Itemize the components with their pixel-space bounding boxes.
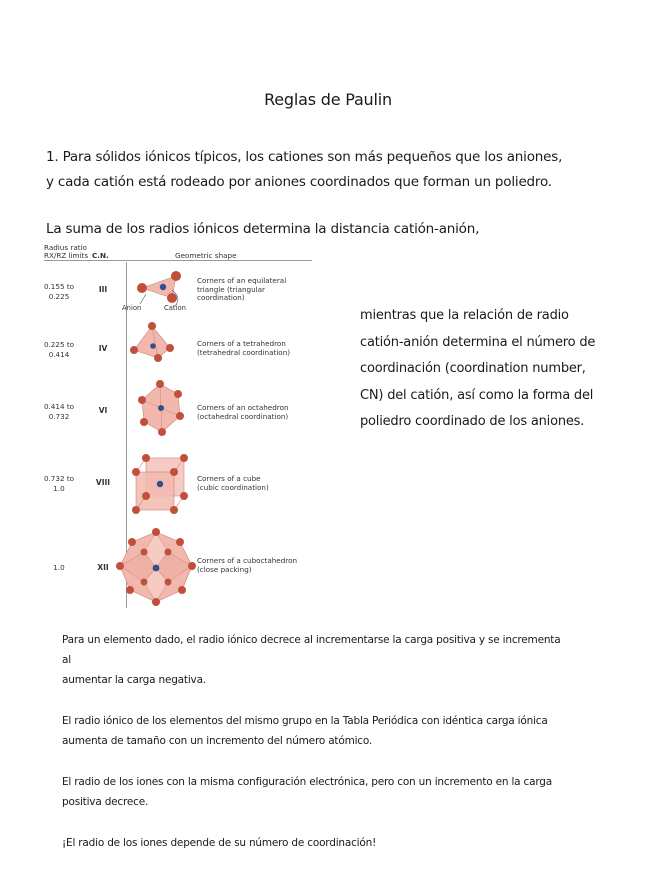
desc-row-4: Corners of a cube (cubic coordination) — [197, 474, 269, 492]
header-radius-ratio: Radius ratio — [44, 243, 87, 252]
cn-row-2: IV — [98, 344, 108, 353]
ratio-row-4: 0.732 to 1.0 — [43, 474, 75, 493]
desc-row-2: Corners of a tetrahedron (tetrahedral coordination) — [197, 339, 291, 357]
label-cation: Cation — [164, 304, 186, 312]
cube-shape — [128, 452, 194, 518]
ratio-row-2: 0.225 to 0.414 — [43, 340, 75, 359]
paragraph-line: 1. Para sólidos iónicos típicos, los cationes son más pequeños que los aniones, — [46, 149, 563, 165]
ratio-row-5: 1.0 — [53, 563, 65, 572]
desc-row-1: Corners of an equilateral triangle (triangular coordination) — [197, 276, 287, 302]
cuboctahedron-shape — [116, 528, 198, 608]
rule-paragraph: ¡El radio de los iones depende de su número de coordinación! — [62, 837, 377, 849]
rule-paragraph: El radio iónico de los elementos del mismo grupo en la Tabla Periódica con idéntica carga iónica aumenta de tamaño con un incremento del número atómico. — [62, 715, 548, 747]
cn-row-3: VI — [98, 406, 108, 415]
radius-ratio-explanation — [360, 303, 610, 436]
side-line: CN) del catión, así como la forma del — [360, 387, 594, 403]
ratio-row-1: 0.155 to 0.225 — [43, 282, 75, 301]
octahedron-shape — [136, 380, 196, 436]
desc-row-3: Corners of an octahedron (octahedral coordination) — [197, 403, 289, 421]
rule-paragraph: El radio de los iones con la misma configuración electrónica, pero con un incremento en la carga positiva decrece. — [62, 776, 552, 808]
page-title: Reglas de Paulin — [264, 90, 392, 109]
side-line: poliedro coordinado de los aniones. — [360, 414, 585, 429]
paragraph-line: y cada catión está rodeado por aniones coordinados que forman un poliedro. — [46, 174, 552, 190]
rule-paragraph: Para un elemento dado, el radio iónico decrece al incrementarse la carga positiva y se incrementa al aumentar la carga negativa. — [62, 634, 561, 686]
tetrahedron-shape — [128, 322, 188, 362]
paragraph-rule-1 — [46, 145, 626, 195]
coordination-figure — [40, 240, 315, 608]
ratio-row-3: 0.414 to 0.732 — [43, 402, 75, 421]
side-line: coordinación (coordination number, — [360, 361, 586, 376]
label-anion: Anion — [122, 304, 142, 312]
side-line: catión-anión determina el número de — [360, 334, 596, 350]
cn-row-1: III — [98, 285, 108, 294]
ionic-radius-rules — [62, 630, 562, 874]
header-cn: C.N. — [92, 251, 109, 260]
side-line: mientras que la relación de radio — [360, 308, 569, 323]
cn-row-5: XII — [97, 563, 109, 572]
desc-row-5: Corners of a cuboctahedron (close packing) — [197, 556, 298, 574]
header-divider — [44, 260, 312, 261]
cn-row-4: VIII — [95, 478, 111, 487]
paragraph-ionic-radii-sum: La suma de los radios iónicos determina la distancia catión-anión, — [46, 221, 480, 237]
header-geometric-shape: Geometric shape — [175, 251, 237, 260]
header-radius-limits: RX/RZ limits — [44, 251, 89, 260]
